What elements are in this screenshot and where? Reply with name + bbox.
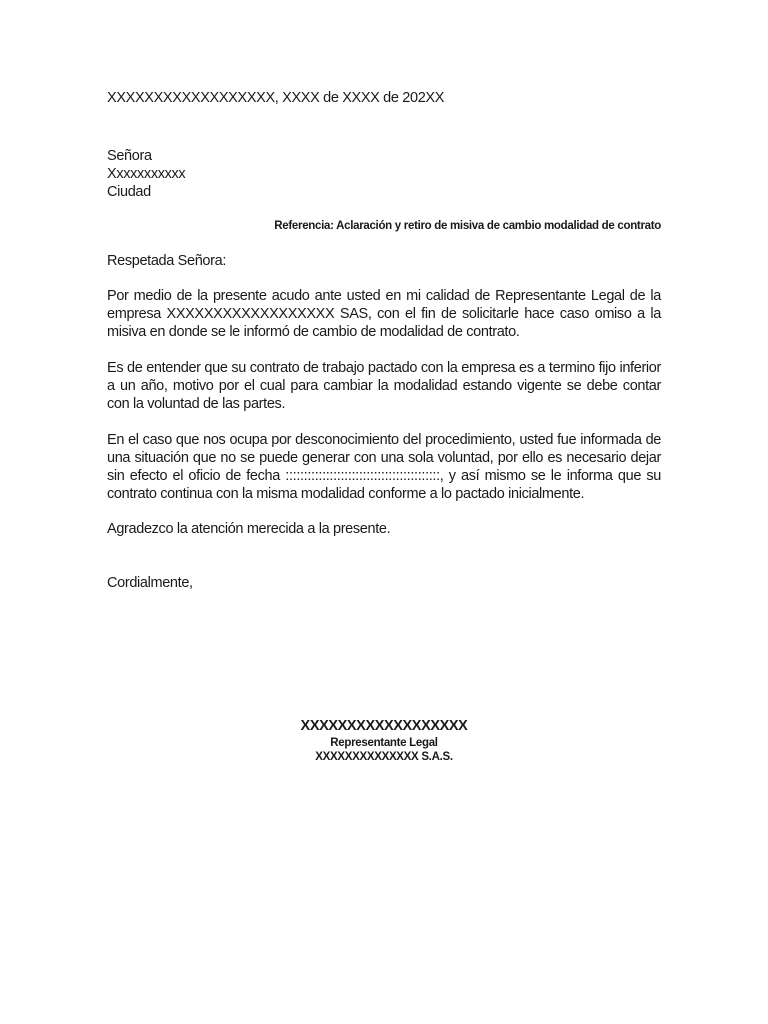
date-line: XXXXXXXXXXXXXXXXXX, XXXX de XXXX de 202XX <box>107 90 445 106</box>
salutation: Respetada Señora: <box>107 253 226 269</box>
body-paragraph-4: Agradezco la atención merecida a la presente. <box>107 521 391 537</box>
signer-company: XXXXXXXXXXXXXX S.A.S. <box>315 751 453 763</box>
signer-name: XXXXXXXXXXXXXXXXXX <box>300 718 468 734</box>
body-paragraph-1: Por medio de la presente acudo ante usted en mi calidad de Representante Legal de la empresa XXXXXXXXXXXXXXXXXX SAS, con el fin de solicitarle hace caso omiso a la misiva en donde se le informó de cambio de modalidad de contrato. <box>107 288 661 340</box>
recipient-name: Xxxxxxxxxxx <box>107 166 186 182</box>
closing: Cordialmente, <box>107 575 193 591</box>
reference-line: Referencia: Aclaración y retiro de misiva de cambio modalidad de contrato <box>274 220 661 232</box>
recipient-city: Ciudad <box>107 184 151 200</box>
signature-block <box>0 716 768 764</box>
signer-role: Representante Legal <box>330 737 438 749</box>
body-paragraph-3: En el caso que nos ocupa por desconocimiento del procedimiento, usted fue informada de una situación que no se puede generar con una sola voluntad, por ello es necesario dejar sin efecto el oficio de fecha ::::::::::::::::::::::::::::::::::::::::::, y así mismo se le informa que su contrato continua con la misma modalidad conforme a lo pactado inicialmente. <box>107 432 661 502</box>
recipient-title: Señora <box>107 148 152 164</box>
recipient-block <box>107 147 661 201</box>
body-paragraph-2: Es de entender que su contrato de trabajo pactado con la empresa es a termino fijo inferior a un año, motivo por el cual para cambiar la modalidad estando vigente se debe contar con la voluntad de las partes. <box>107 360 661 412</box>
